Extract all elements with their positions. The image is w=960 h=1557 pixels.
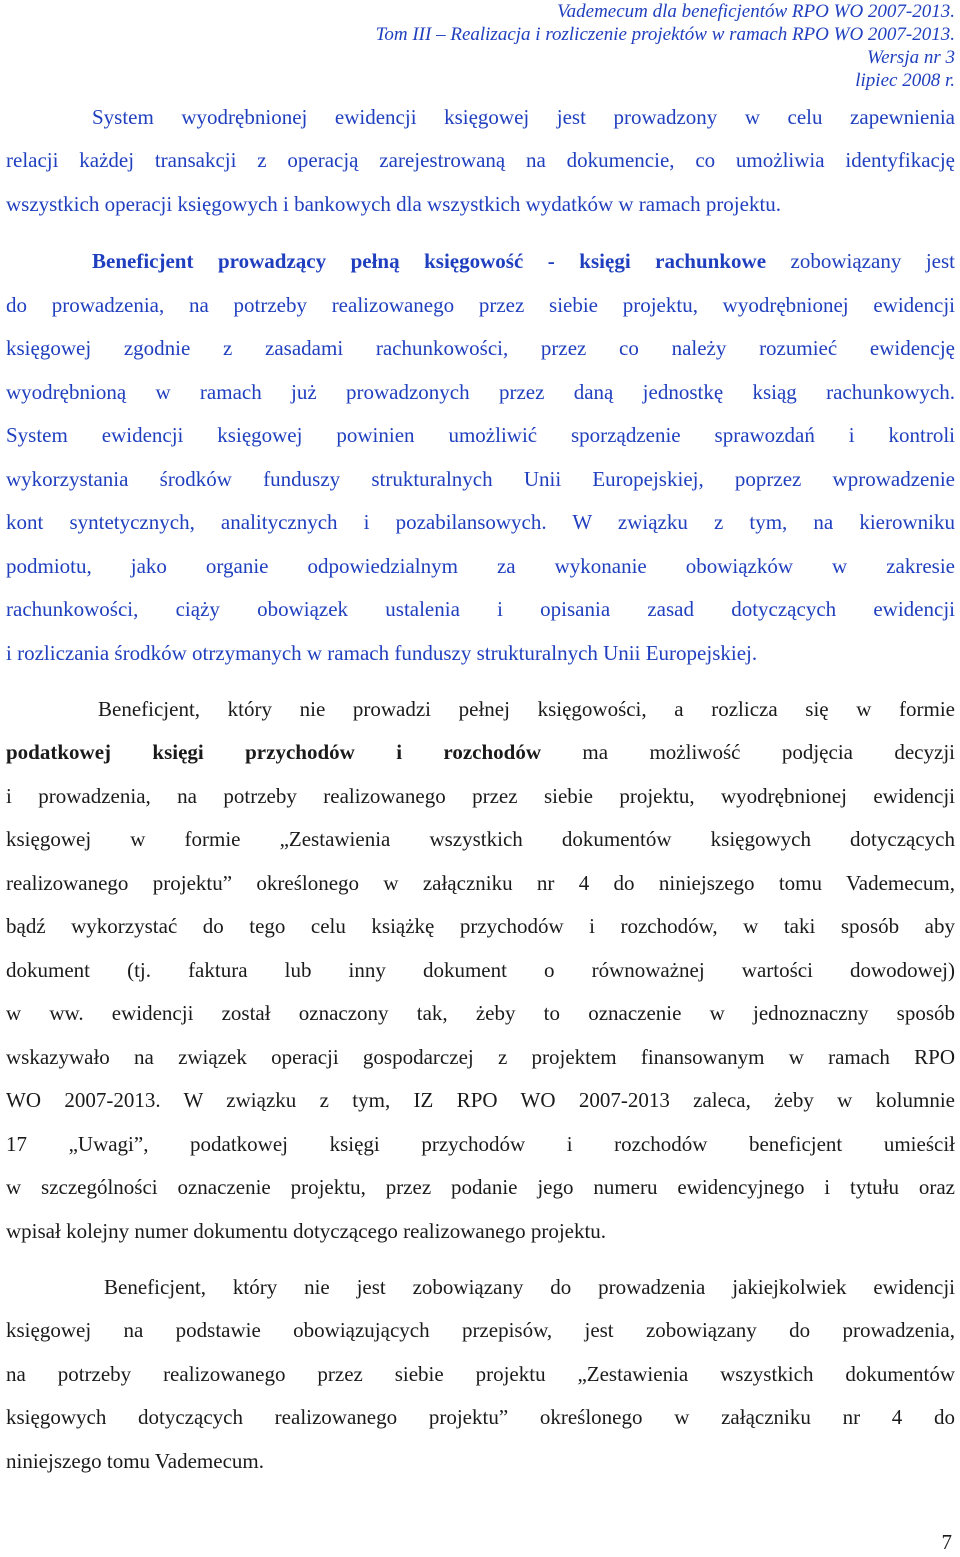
paragraph-line: podmiotu, jako organie odpowiedzialnym za wykonanie obowiązków w zakresie xyxy=(6,554,955,578)
paragraph-line: 17 „Uwagi”, podatkowej księgi przychodów i rozchodów beneficjent umieścił xyxy=(6,1132,955,1156)
paragraph-line: niniejszego tomu Vademecum. xyxy=(6,1449,264,1473)
line-text: zobowiązany jest xyxy=(766,249,955,273)
paragraph-line: wykorzystania środków funduszy strukturalnych Unii Europejskiej, poprzez wprowadzenie xyxy=(6,467,955,491)
paragraph-line: System wyodrębnionej ewidencji księgowej jest prowadzony w celu zapewnienia xyxy=(92,105,955,129)
paragraph-line: Beneficjent, który nie jest zobowiązany do prowadzenia jakiejkolwiek ewidencji xyxy=(104,1275,955,1299)
paragraph-line: bądź wykorzystać do tego celu książkę przychodów i rozchodów, w taki sposób aby xyxy=(6,914,955,938)
paragraph-line: wyodrębnioną w ramach już prowadzonych przez daną jednostkę ksiąg rachunkowych. xyxy=(6,380,955,404)
paragraph-line: na potrzeby realizowanego przez siebie projektu „Zestawienia wszystkich dokumentów xyxy=(6,1362,955,1386)
bold-phrase: Beneficjent prowadzący pełną księgowość - księgi rachunkowe xyxy=(92,249,767,273)
paragraph-line: kont syntetycznych, analitycznych i pozabilansowych. W związku z tym, na kierowniku xyxy=(6,510,955,534)
paragraph-line: WO 2007-2013. W związku z tym, IZ RPO WO 2007-2013 zaleca, żeby w kolumnie xyxy=(6,1088,955,1112)
paragraph-line: System ewidencji księgowej powinien umożliwić sporządzenie sprawozdań i kontroli xyxy=(6,423,955,447)
page-number: 7 xyxy=(941,1530,952,1554)
paragraph-line: księgowej na podstawie obowiązujących przepisów, jest zobowiązany do prowadzenia, xyxy=(6,1318,955,1342)
paragraph-line: w ww. ewidencji został oznaczony tak, żeby to oznaczenie w jednoznaczny sposób xyxy=(6,1001,955,1025)
paragraph-line: wpisał kolejny numer dokumentu dotyczącego realizowanego projektu. xyxy=(6,1219,607,1243)
paragraph-line: dokument (tj. faktura lub inny dokument o równoważnej wartości dowodowej) xyxy=(6,958,955,982)
paragraph-line xyxy=(6,738,955,766)
paragraph-line: rachunkowości, ciąży obowiązek ustalenia i opisania zasad dotyczących ewidencji xyxy=(6,597,955,621)
bold-phrase: podatkowej księgi przychodów i rozchodów xyxy=(6,740,542,764)
paragraph-line: wskazywało na związek operacji gospodarczej z projektem finansowanym w ramach RPO xyxy=(6,1045,955,1069)
paragraph-line: wszystkich operacji księgowych i bankowych dla wszystkich wydatków w ramach projektu. xyxy=(6,192,782,216)
paragraph-line: do prowadzenia, na potrzeby realizowanego przez siebie projektu, wyodrębnionej ewidencji xyxy=(6,293,955,317)
paragraph-line: Beneficjent, który nie prowadzi pełnej księgowości, a rozlicza się w formie xyxy=(98,697,955,721)
header-title: Vademecum dla beneficjentów RPO WO 2007-2013. xyxy=(557,1,955,22)
paragraph-line: księgowej w formie „Zestawienia wszystkich dokumentów księgowych dotyczących xyxy=(6,827,955,851)
paragraph-line: realizowanego projektu” określonego w załączniku nr 4 do niniejszego tomu Vademecum, xyxy=(6,871,955,895)
header-version: Wersja nr 3 xyxy=(867,47,955,68)
paragraph-line xyxy=(92,247,955,275)
paragraph-line: i prowadzenia, na potrzeby realizowanego przez siebie projektu, wyodrębnionej ewidencji xyxy=(6,784,955,808)
header-date: lipiec 2008 r. xyxy=(855,70,955,91)
line-text: ma możliwość podjęcia decyzji xyxy=(541,740,955,764)
paragraph-line: księgowych dotyczących realizowanego projektu” określonego w załączniku nr 4 do xyxy=(6,1405,955,1429)
paragraph-line: księgowej zgodnie z zasadami rachunkowości, przez co należy rozumieć ewidencję xyxy=(6,336,955,360)
paragraph-line: w szczególności oznaczenie projektu, przez podanie jego numeru ewidencyjnego i tytułu oraz xyxy=(6,1175,955,1199)
header-subtitle: Tom III – Realizacja i rozliczenie projektów w ramach RPO WO 2007-2013. xyxy=(375,24,955,45)
paragraph-line: i rozliczania środków otrzymanych w ramach funduszy strukturalnych Unii Europejskiej. xyxy=(6,641,758,665)
paragraph-line: relacji każdej transakcji z operacją zarejestrowaną na dokumencie, co umożliwia identyfikację xyxy=(6,148,955,172)
document-header xyxy=(376,0,955,92)
